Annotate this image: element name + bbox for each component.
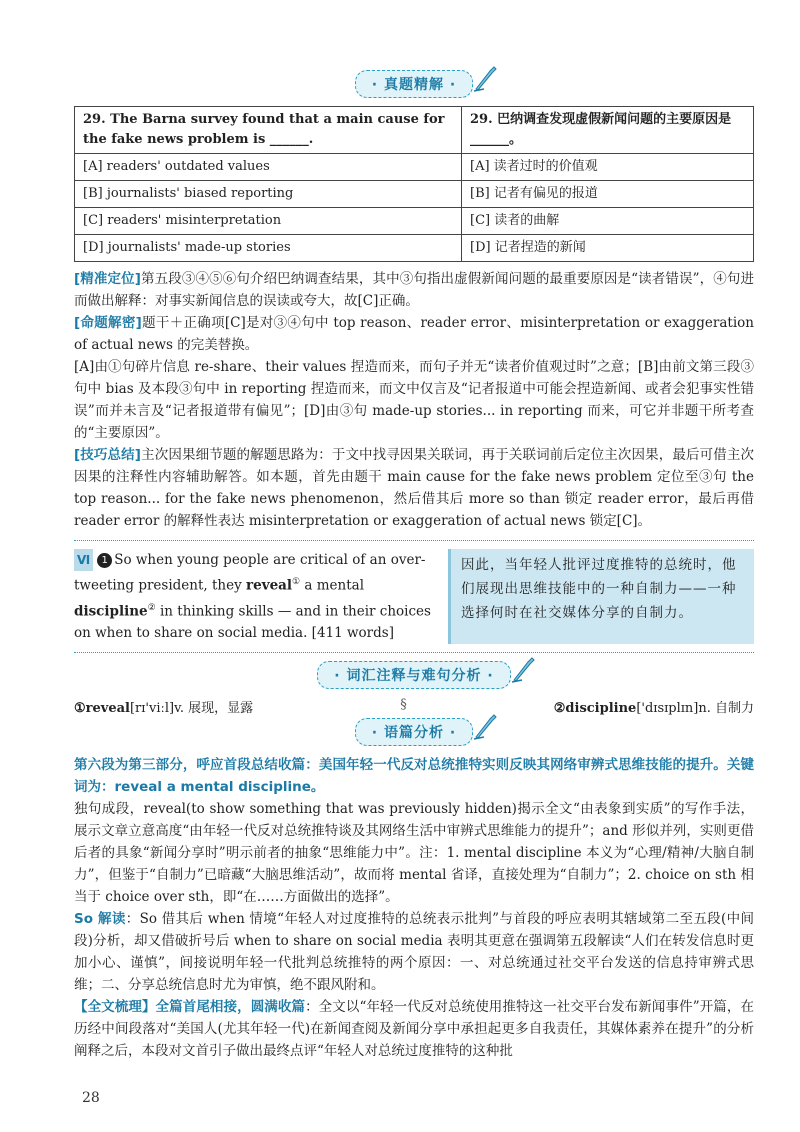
option-row xyxy=(75,208,754,235)
option-en: [B] journalists' biased reporting xyxy=(75,181,462,208)
question-stem-cn: 29. 巴纳调查发现虚假新闻问题的主要原因是______。 xyxy=(462,107,754,154)
analysis-block xyxy=(74,268,754,532)
passage-translation: 因此，当年轻人批评过度推特的总统时，他们展现出思维技能中的一种自制力——一种选择何时在社交媒体分享的自制力。 xyxy=(448,549,754,644)
page-content xyxy=(74,70,754,1062)
option-en: [C] readers' misinterpretation xyxy=(75,208,462,235)
option-cn: [D] 记者捏造的新闻 xyxy=(462,235,754,262)
section-title: · 语篇分析 · xyxy=(371,725,457,741)
section-title-badge xyxy=(317,661,510,689)
option-en: [D] journalists' made-up stories xyxy=(75,235,462,262)
section-title-badge xyxy=(355,70,473,98)
section-title: · 词汇注释与难句分析 · xyxy=(334,668,494,684)
passage-english xyxy=(74,549,434,644)
question-stem-en: 29. The Barna survey found that a main cause for the fake news problem is ______. xyxy=(75,107,462,154)
option-row xyxy=(75,181,754,208)
skill-tag: [技巧总结] xyxy=(74,447,141,463)
passage-text-3: in thinking skills — and in their choices on when to share on social media. [411 words] xyxy=(74,603,431,641)
option-row xyxy=(75,235,754,262)
option-en: [A] readers' outdated values xyxy=(75,154,462,181)
vocab-word: ②discipline xyxy=(553,701,637,716)
locate-paragraph xyxy=(74,268,754,312)
quill-pen-icon xyxy=(510,654,540,684)
section-header-vocab xyxy=(74,661,754,691)
paragraph-roman-number: Ⅵ xyxy=(74,549,93,571)
discourse-block xyxy=(74,754,754,1062)
locate-tag: [精准定位] xyxy=(74,271,141,287)
so-tag: So 解读 xyxy=(74,911,126,927)
keyword-discipline: discipline xyxy=(74,603,148,619)
option-row xyxy=(75,154,754,181)
page-number: 28 xyxy=(82,1090,100,1106)
decode-tag: [命题解密] xyxy=(74,315,142,331)
question-table xyxy=(74,106,754,262)
option-cn: [C] 读者的曲解 xyxy=(462,208,754,235)
discourse-paragraph: 独句成段，reveal(to show something that was previously hidden)揭示全文“由表象到实质”的写作手法，展示文章立意高度“由年轻一代反对总统推特谈及其网络生活中审辨式思维能力的提升”；and 形似并列，实则更借后者的具象“新闻分享时”明示前者的抽象“思维能力中”。注：1. mental discipline 本义为“心理/精神/大脑自制力”，但鉴于“自制力”已暗藏“大脑思维活动”，故而将 mental 省译，直接处理为“自制力”；2. choice on sth 相当于 choice over sth，即“在……方面做出的选择”。 xyxy=(74,801,754,905)
dotted-divider xyxy=(74,540,754,541)
keyword-reveal: reveal xyxy=(246,577,293,594)
summary-text: ：全文以“年轻一代反对总统使用推特这一社交平台发布新闻事件”开篇，在历经中间段落对“美国人(尤其年轻一代)在新闻查阅及新闻分享中承担起更多自我责任，其媒体素养在提升”的分析阐释之后，本段对文首引子做出最终点评“年轻人对总统过度推特的这种批 xyxy=(74,999,754,1059)
question-stem-row xyxy=(75,107,754,154)
section-title-badge xyxy=(355,718,473,746)
decode-text: 题干＋正确项[C]是对③④句中 top reason、reader error、misinterpretation or exaggeration of actual news 的完美替换。 xyxy=(74,315,754,353)
passage-text-2: a mental xyxy=(300,577,365,594)
footnote-1: ① xyxy=(292,577,301,587)
dotted-divider xyxy=(74,652,754,653)
vocab-item-reveal xyxy=(74,697,253,716)
passage-text-1: So when young people are critical of an over-tweeting president, they xyxy=(74,552,426,594)
wrong-options-paragraph: [A]由①句碎片信息 re-share、their values 捏造而来，而句子并无“读者价值观过时”之意；[B]由前文第三段③句中 bias 及本段③句中 in reporting 捏造而来，而文中仅言及“记者报道中可能会捏造新闻、或者会犯事实性错误”而并未言及“记者报道带有偏见”；[D]由③句 made-up stories... in reporting 而来，可它并非题干所考查的“主要原因”。 xyxy=(74,359,754,441)
footnote-2: ② xyxy=(147,602,156,613)
decode-paragraph xyxy=(74,312,754,356)
discourse-lead: 第六段为第三部分，呼应首段总结收篇：美国年轻一代反对总统推特实则反映其网络审辨式思维技能的提升。关键词为：reveal a mental discipline。 xyxy=(74,757,754,795)
vocab-separator: § xyxy=(400,697,407,712)
option-cn: [A] 读者过时的价值观 xyxy=(462,154,754,181)
section-title: · 真题精解 · xyxy=(371,77,457,93)
quill-pen-icon xyxy=(472,63,502,93)
section-header-exam xyxy=(74,70,754,100)
locate-text: 第五段③④⑤⑥句介绍巴纳调查结果，其中③句指出虚假新闻问题的最重要原因是“读者错误”，④句进而做出解释：对事实新闻信息的误读或夸大，故[C]正确。 xyxy=(74,271,754,309)
vocab-word: ①reveal xyxy=(74,701,130,716)
skill-text: 主次因果细节题的解题思路为：于文中找寻因果关联词，再于关联词前后定位主次因果，最后可借主次因果的注释性内容辅助解答。如本题，首先由题干 main cause for the fake news problem 定位至③句 the top reason... for the fake news phenomenon，然后借其后 more so than 锁定 reader error，最后再借 reader error 的解释性表达 misinterpretation or exaggeration of actual news 锁定[C]。 xyxy=(74,447,755,529)
option-cn: [B] 记者有偏见的报道 xyxy=(462,181,754,208)
vocab-definition: ['dɪsɪplɪn]n. 自制力 xyxy=(636,701,754,716)
quill-pen-icon xyxy=(472,711,502,741)
sentence-number: 1 xyxy=(97,553,112,568)
passage-block xyxy=(74,549,754,644)
summary-tag: 【全文梳理】全篇首尾相接，圆满收篇 xyxy=(74,999,306,1015)
vocab-definition: [rɪ'viːl]v. 展现，显露 xyxy=(129,701,254,716)
summary-paragraph xyxy=(74,996,754,1062)
so-analysis-paragraph xyxy=(74,908,754,996)
vocab-item-discipline xyxy=(554,697,754,716)
so-text: ：So 借其后 when 情境“年轻人对过度推特的总统表示批判”与首段的呼应表明其辖域第二至五段(中间段)分析，却又借破折号后 when to share on social media 表明其更意在强调第五段解读“人们在转发信息时更加小心、谨慎”，间接说明年轻一代批判总统推特的两个原因：一、对总统通过社交平台发送的信息持审辨式思维；二、分享总统信息时尤为审慎，绝不跟风附和。 xyxy=(74,911,754,993)
section-header-discourse xyxy=(74,718,754,748)
skill-paragraph xyxy=(74,444,754,532)
vocab-list xyxy=(74,697,754,716)
